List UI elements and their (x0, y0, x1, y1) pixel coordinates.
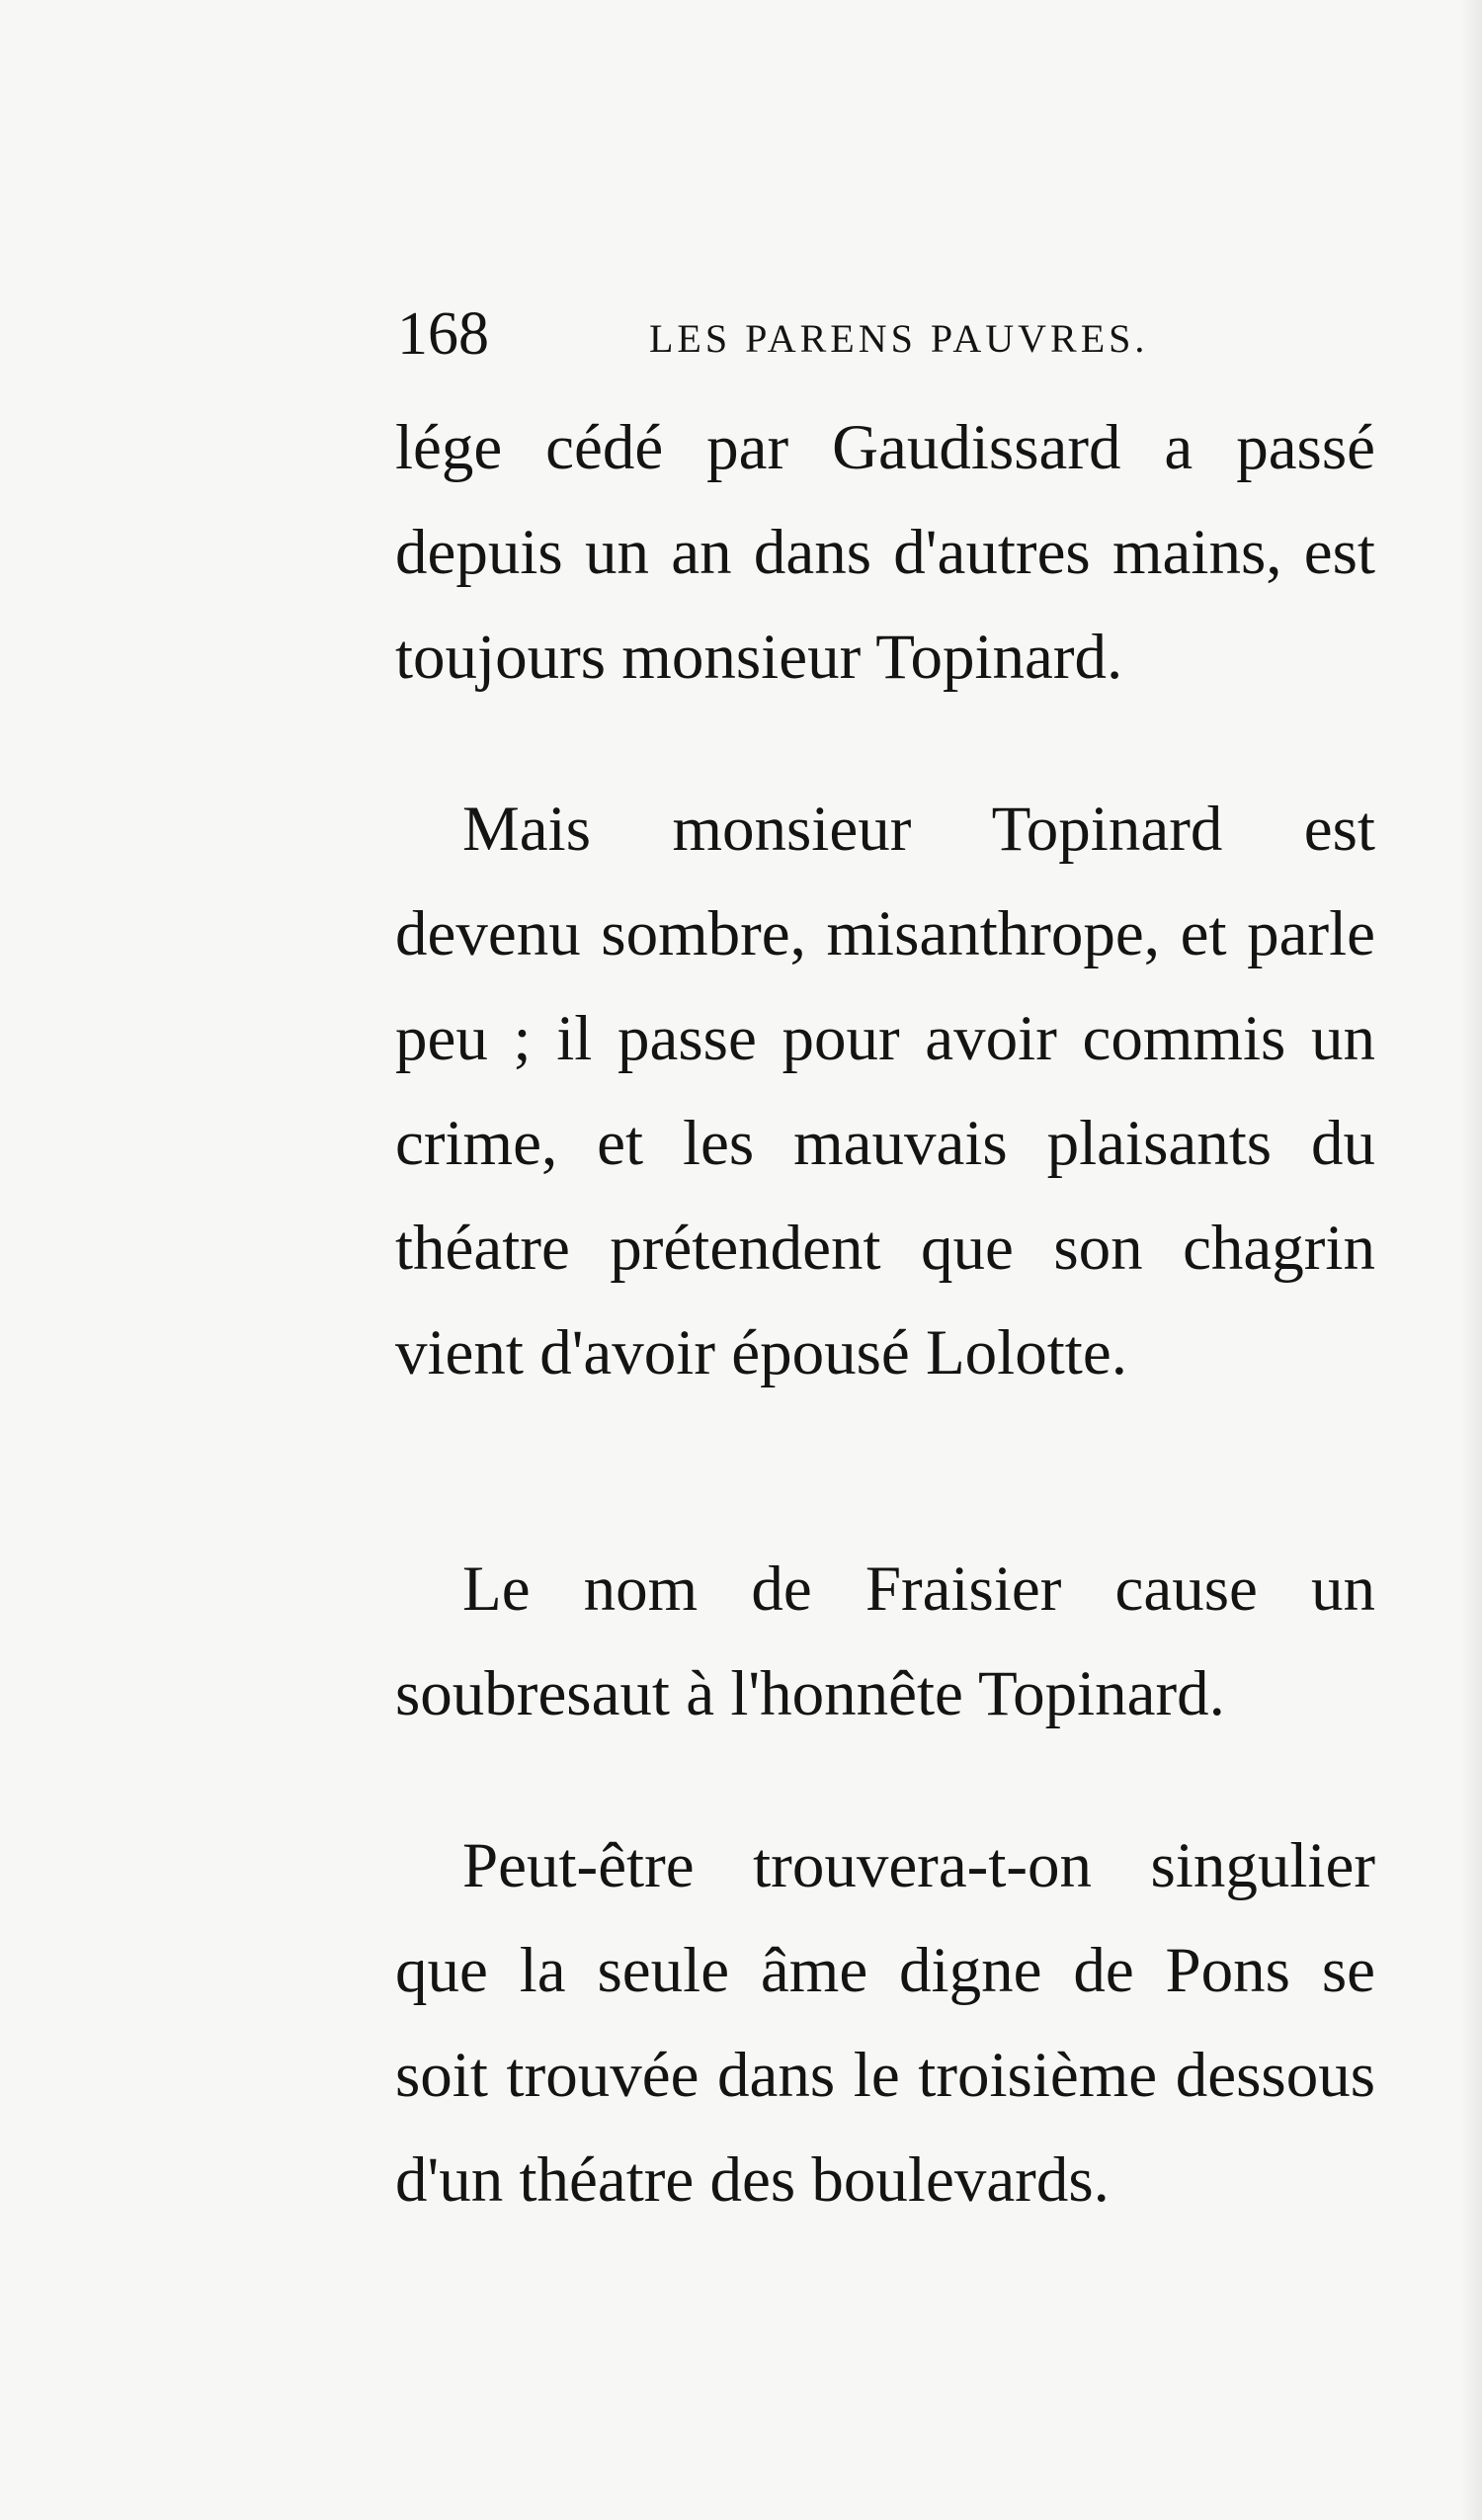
paragraph-4: Peut-être trouvera-t-on singulier que la seule âme digne de Pons se soit trouvée dans le troisième dessous d'un théatre des boulevards. (395, 1830, 1375, 2216)
page-header (397, 294, 1375, 374)
running-title: LES PARENS PAUVRES. (649, 316, 1149, 361)
page-edge-shadow (1460, 0, 1482, 2520)
body-text (395, 395, 1375, 2232)
paragraph-2: Mais monsieur Topinard est devenu sombre, misanthrope, et parle peu ; il passe pour avoir commis un crime, et les mauvais plaisants du théatre prétendent que son chagrin vient d'avoir épousé Lolotte. (395, 794, 1375, 1388)
paragraph-1: lége cédé par Gaudissard a passé depuis un an dans d'autres mains, est toujours monsieur Topinard. (395, 412, 1375, 693)
page-number: 168 (397, 300, 489, 368)
paragraph-3: Le nom de Fraisier cause un soubresaut à l'honnête Topinard. (395, 1554, 1375, 1729)
